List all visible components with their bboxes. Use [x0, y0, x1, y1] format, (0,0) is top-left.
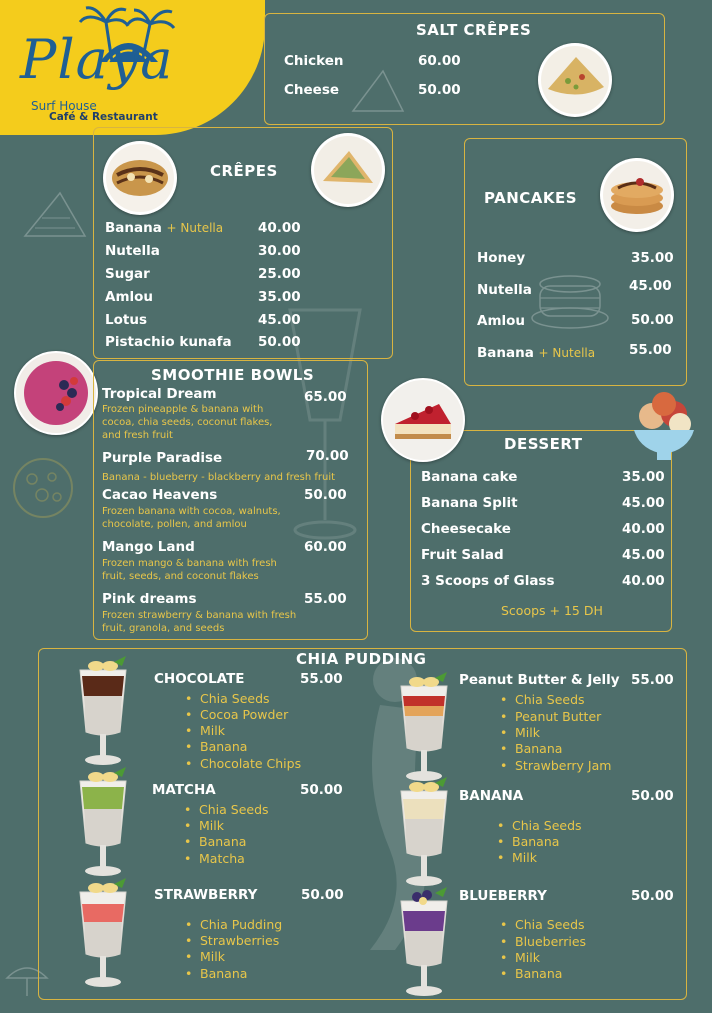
chia-ingredient: • Milk [515, 725, 540, 740]
salt-crepe-price: 60.00 [418, 53, 461, 69]
chia-item-price: 55.00 [631, 672, 674, 688]
ice-cream-bowl-icon [630, 388, 698, 464]
blueberry-chia-cup [395, 885, 453, 1005]
chia-ingredient: • Chia Seeds [512, 818, 582, 833]
strawberry-chia-cup [74, 876, 132, 996]
dessert-name: Banana Split [421, 495, 518, 511]
chia-ingredient: • Blueberries [515, 934, 586, 949]
chia-ingredient: • Chocolate Chips [200, 756, 301, 771]
crepe-price: 35.00 [258, 289, 301, 305]
chia-ingredient: • Milk [512, 850, 537, 865]
chia-item-price: 50.00 [301, 887, 344, 903]
chia-ingredient: • Milk [200, 949, 225, 964]
salt-crepe-name: Cheese [284, 82, 340, 98]
chia-item-price: 50.00 [300, 782, 343, 798]
chia-ingredient: • Strawberries [200, 933, 279, 948]
crepe-name: Lotus [105, 312, 147, 328]
smoothie-name: Cacao Heavens [102, 487, 218, 503]
cheesecake-photo [381, 378, 465, 462]
crepe-watermark [20, 188, 90, 243]
pancakes-title: PANCAKES [484, 189, 578, 207]
crepe-name: Amlou [105, 289, 154, 305]
chia-ingredient: • Banana [200, 739, 247, 754]
chia-item-name: Peanut Butter & Jelly [459, 672, 620, 688]
crepe-price: 25.00 [258, 266, 301, 282]
salt-crepe-photo [538, 43, 612, 117]
chia-ingredient: • Milk [199, 818, 224, 833]
chia-ingredient: • Peanut Butter [515, 709, 601, 724]
dessert-price: 40.00 [622, 521, 665, 537]
chia-ingredient: • Chia Seeds [199, 802, 269, 817]
pancake-name: Amlou [477, 313, 526, 329]
brand-line-1: Surf House [31, 99, 97, 113]
chia-ingredient: • Chia Pudding [200, 917, 282, 932]
cookie-watermark [12, 457, 74, 519]
chia-pudding-section [38, 648, 687, 1000]
chia-ingredient: • Banana [199, 834, 246, 849]
chia-item-name: CHOCOLATE [154, 671, 245, 687]
brand-line-2: Café & Restaurant [49, 111, 158, 123]
pancake-price: 55.00 [629, 342, 672, 358]
salt-crepes-title: SALT CRÊPES [416, 21, 532, 39]
crepe-name: Pistachio kunafa [105, 334, 232, 350]
smoothie-name: Mango Land [102, 539, 195, 555]
chia-ingredient: • Milk [515, 950, 540, 965]
chia-item-price: 55.00 [300, 671, 343, 687]
smoothie-description: Frozen banana with cocoa, walnuts, chocolate, pollen, and amlou [102, 506, 281, 530]
chia-item-name: BANANA [459, 788, 524, 804]
smoothie-price: 65.00 [304, 389, 347, 405]
smoothie-description: Banana - blueberry - blackberry and fresh fruit [102, 472, 336, 483]
chia-item-price: 50.00 [631, 888, 674, 904]
matcha-chia-cup [74, 765, 132, 885]
smoothie-name: Tropical Dream [102, 386, 217, 402]
chia-item-name: BLUEBERRY [459, 888, 547, 904]
chia-ingredient: • Chia Seeds [515, 917, 585, 932]
dessert-name: Cheesecake [421, 521, 511, 537]
crepe-price: 45.00 [258, 312, 301, 328]
salt-crepe-name: Chicken [284, 53, 344, 69]
smoothie-name: Pink dreams [102, 591, 197, 607]
dessert-name: Fruit Salad [421, 547, 504, 563]
chocolate-chia-cup [74, 654, 132, 774]
chia-item-name: MATCHA [152, 782, 216, 798]
chia-ingredient: • Chia Seeds [515, 692, 585, 707]
pancake-name: Nutella [477, 282, 532, 298]
crepe-price: 30.00 [258, 243, 301, 259]
smoothie-description: Frozen strawberry & banana with fresh fruit, granola, and seeds [102, 610, 297, 634]
dessert-title: DESSERT [504, 435, 583, 453]
chia-ingredient: • Chia Seeds [200, 691, 270, 706]
banana-chia-cup [395, 775, 453, 895]
dessert-name: 3 Scoops of Glass [421, 573, 555, 589]
chia-ingredient: • Banana [515, 741, 562, 756]
pancake-price: 50.00 [631, 312, 674, 328]
kunafa-crepe-photo [311, 133, 385, 207]
chia-ingredient: • Cocoa Powder [200, 707, 288, 722]
pancakes-photo [600, 158, 674, 232]
chia-ingredient: • Banana [515, 966, 562, 981]
smoothie-name: Purple Paradise [102, 450, 223, 466]
chia-ingredient: • Milk [200, 723, 225, 738]
crepes-photo [103, 141, 177, 215]
crepe-price: 40.00 [258, 220, 301, 236]
chia-ingredient: • Matcha [199, 851, 245, 866]
crepe-name: Sugar [105, 266, 150, 282]
dessert-note: Scoops + 15 DH [501, 603, 603, 618]
pancake-price: 35.00 [631, 250, 674, 266]
dessert-name: Banana cake [421, 469, 518, 485]
pancake-name: Banana + Nutella [477, 345, 596, 361]
smoothie-price: 60.00 [304, 539, 347, 555]
dessert-price: 35.00 [622, 469, 665, 485]
crepe-extra: + Nutella [166, 221, 224, 235]
pancake-name: Honey [477, 250, 526, 266]
smoothie-price: 70.00 [306, 448, 349, 464]
smoothie-price: 50.00 [304, 487, 347, 503]
chia-ingredient: • Banana [200, 966, 247, 981]
smoothie-description: Frozen mango & banana with fresh fruit, seeds, and coconut flakes [102, 558, 277, 582]
chia-pudding-title: CHIA PUDDING [296, 650, 427, 668]
crepe-name: Nutella [105, 243, 160, 259]
smoothie-bowls-title: SMOOTHIE BOWLS [151, 366, 315, 384]
smoothie-bowl-photo [14, 351, 98, 435]
smoothie-description: Frozen pineapple & banana with cocoa, chia seeds, coconut flakes, and fresh fruit [102, 404, 273, 441]
smoothie-price: 55.00 [304, 591, 347, 607]
salt-crepe-price: 50.00 [418, 82, 461, 98]
pancake-price: 45.00 [629, 278, 672, 294]
dessert-price: 40.00 [622, 573, 665, 589]
pancake-extra: + Nutella [538, 346, 596, 360]
peanut-butter-jelly-chia-cup [395, 670, 453, 790]
dessert-price: 45.00 [622, 547, 665, 563]
chia-item-name: STRAWBERRY [154, 887, 258, 903]
chia-ingredient: • Banana [512, 834, 559, 849]
chia-ingredient: • Strawberry Jam [515, 758, 611, 773]
brand-name: Playa [20, 28, 174, 91]
crepe-name: Banana + Nutella [105, 220, 224, 236]
crepe-price: 50.00 [258, 334, 301, 350]
chia-item-price: 50.00 [631, 788, 674, 804]
dessert-price: 45.00 [622, 495, 665, 511]
crepes-title: CRÊPES [210, 162, 278, 180]
